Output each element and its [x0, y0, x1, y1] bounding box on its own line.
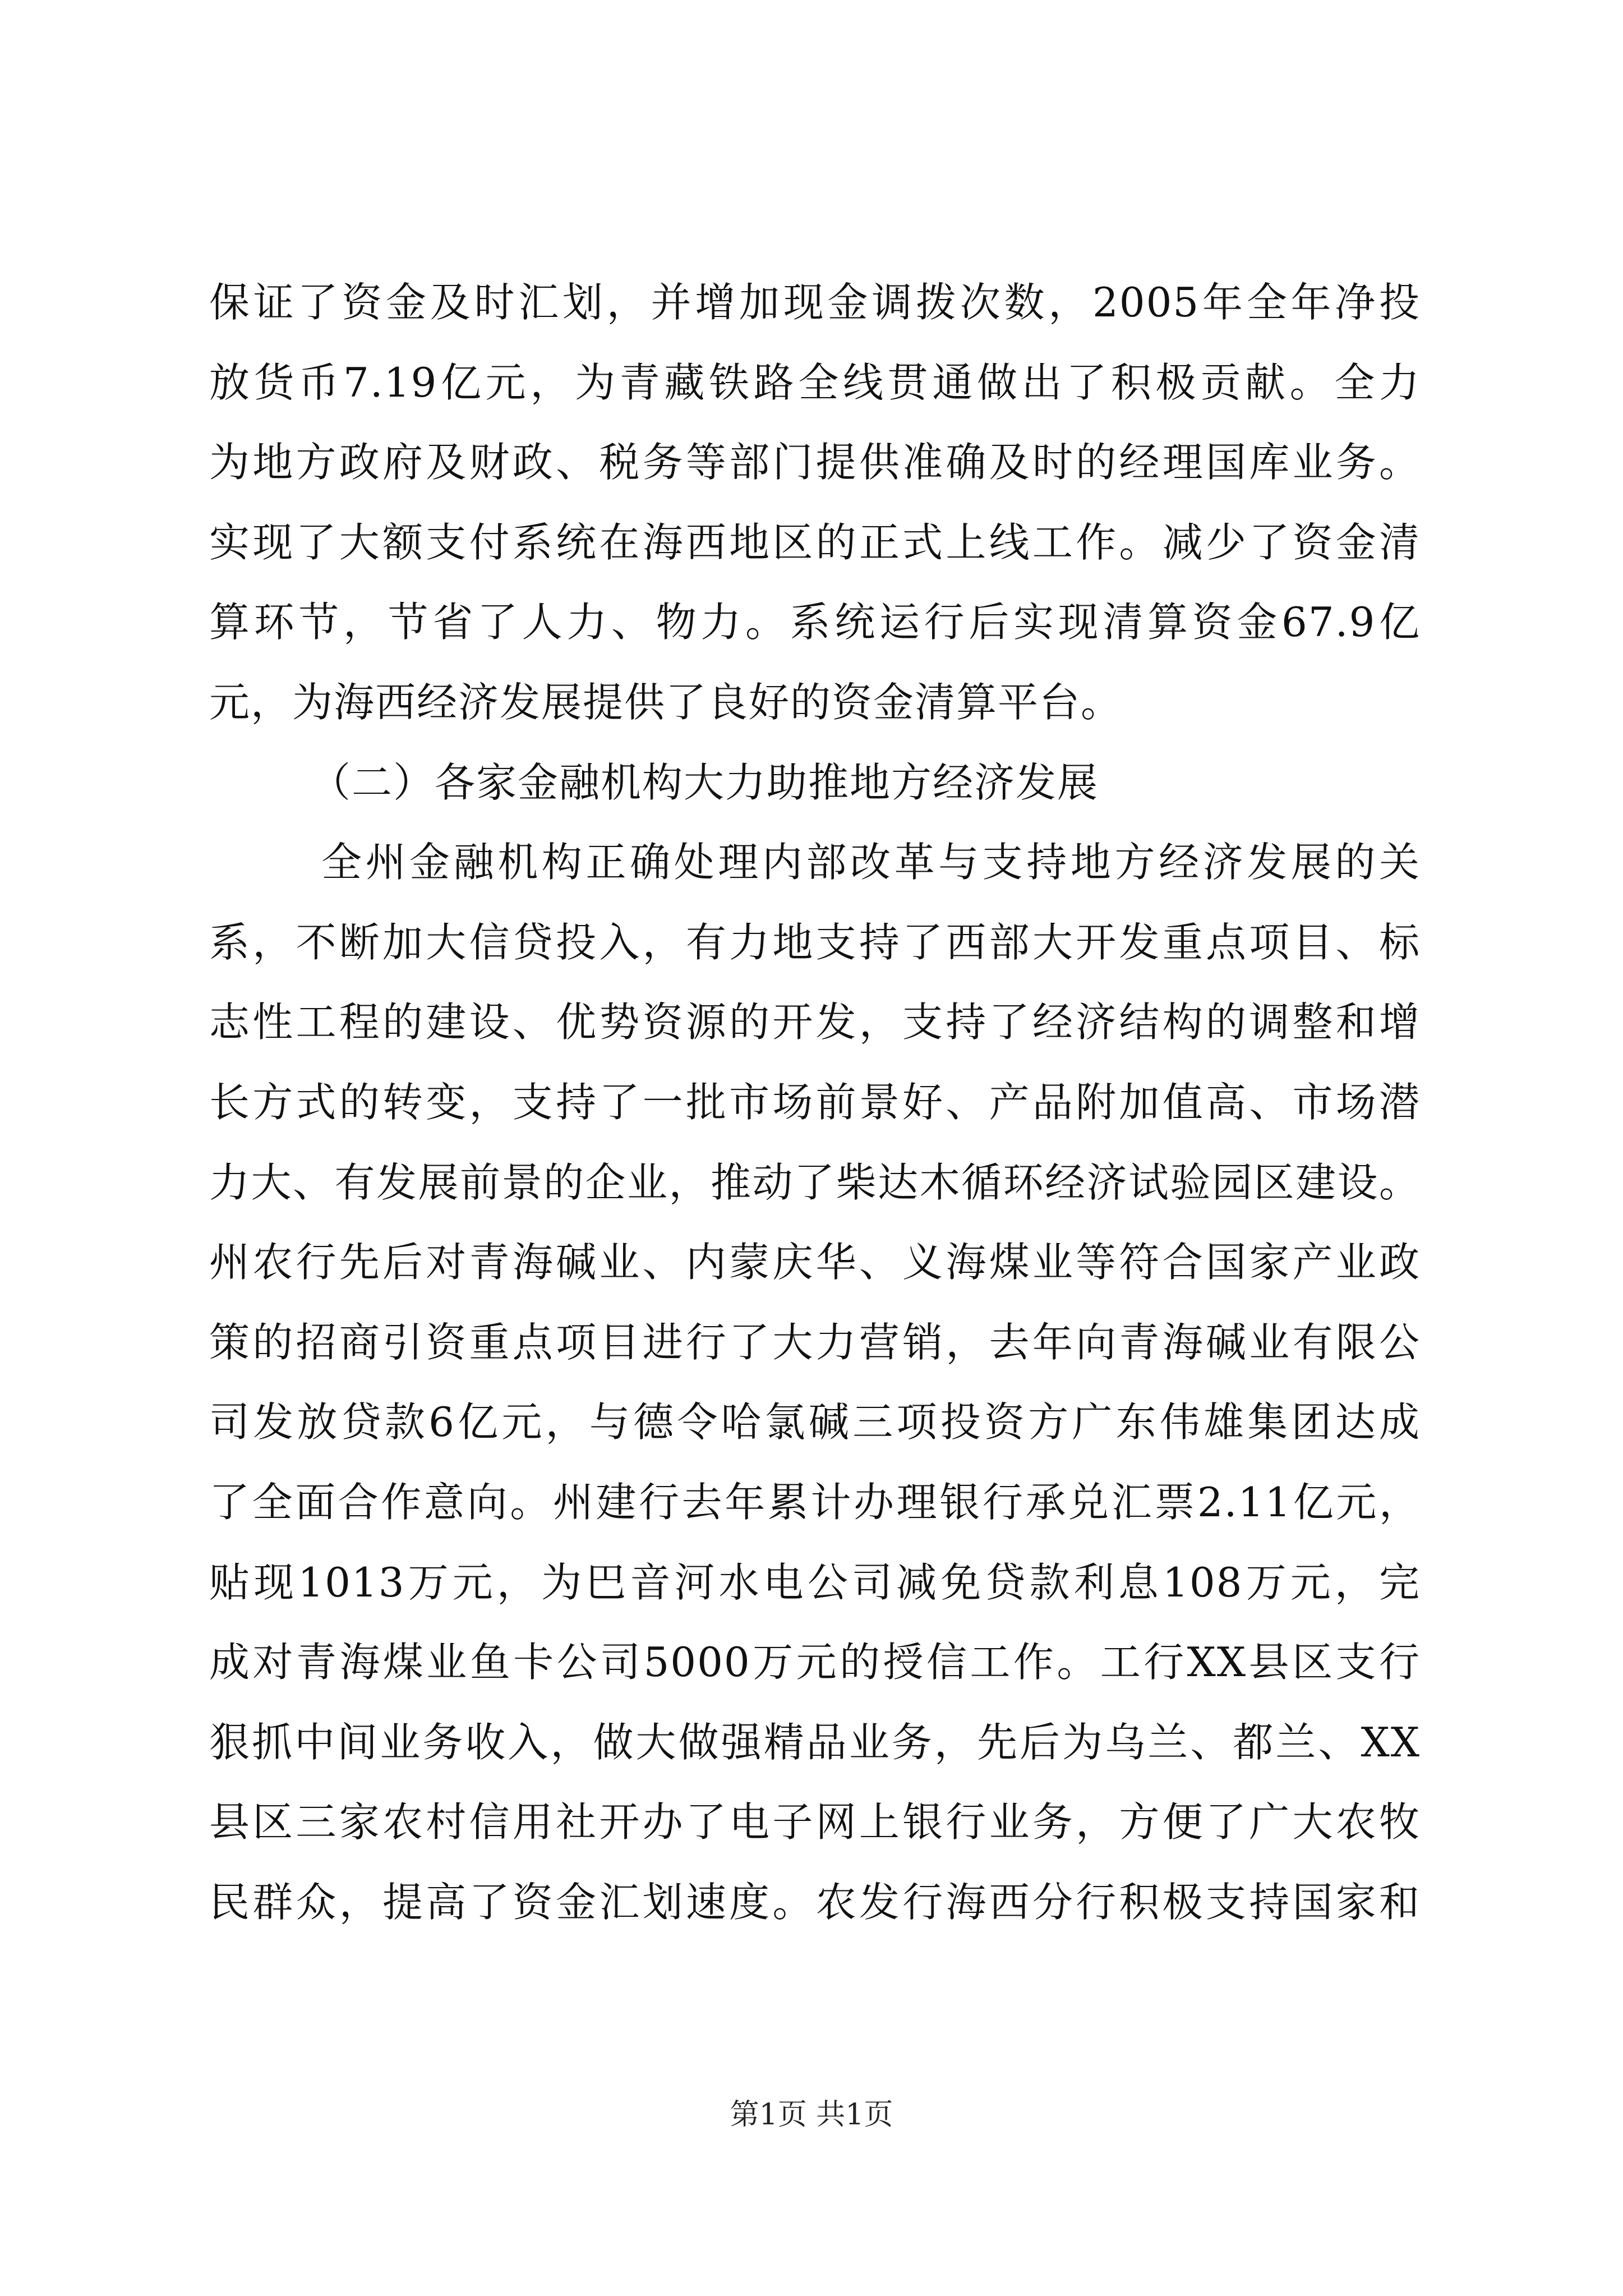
text-line: 志性工程的建设、优势资源的开发，支持了经济结构的调整和增: [209, 999, 1421, 1046]
text-line: 放货币7.19亿元，为青藏铁路全线贯通做出了积极贡献。全力: [209, 358, 1421, 406]
text-line: 力大、有发展前景的企业，推动了柴达木循环经济试验园区建设。: [209, 1158, 1421, 1206]
text-line: 实现了大额支付系统在海西地区的正式上线工作。减少了资金清: [209, 518, 1421, 566]
text-line: 系，不断加大信贷投入，有力地支持了西部大开发重点项目、标: [209, 918, 1421, 966]
text-line: 算环节，节省了人力、物力。系统运行后实现清算资金67.9亿: [209, 599, 1421, 646]
page-number-label: 第1页 共1页: [730, 2098, 893, 2132]
text-line: 了全面合作意向。州建行去年累计办理银行承兑汇票2.11亿元，: [209, 1478, 1421, 1526]
text-line: 长方式的转变，支持了一批市场前景好、产品附加值高、市场潜: [209, 1078, 1421, 1126]
text-line: 成对青海煤业鱼卡公司5000万元的授信工作。工行XX县区支行: [209, 1639, 1421, 1686]
text-line: 元，为海西经济发展提供了良好的资金清算平台。: [209, 678, 1123, 726]
body-text: [209, 263, 1421, 1942]
text-line: 州农行先后对青海碱业、内蒙庆华、义海煤业等符合国家产业政: [209, 1239, 1421, 1286]
text-line: 司发放贷款6亿元，与德令哈氯碱三项投资方广东伟雄集团达成: [209, 1398, 1421, 1446]
text-line: 全州金融机构正确处理内部改革与支持地方经济发展的关: [321, 839, 1421, 886]
section-heading: （二）各家金融机构大力助推地方经济发展: [310, 758, 1099, 806]
page-footer: [0, 2095, 1623, 2134]
text-line: 为地方政府及财政、税务等部门提供准确及时的经理国库业务。: [209, 439, 1421, 486]
text-line: 县区三家农村信用社开办了电子网上银行业务，方便了广大农牧: [209, 1798, 1421, 1846]
text-line: 贴现1013万元，为巴音河水电公司减免贷款利息108万元，完: [209, 1558, 1421, 1606]
text-line: 民群众，提高了资金汇划速度。农发行海西分行积极支持国家和: [209, 1878, 1421, 1926]
text-line: 保证了资金及时汇划，并增加现金调拨次数，2005年全年净投: [209, 279, 1421, 326]
text-line: 狠抓中间业务收入，做大做强精品业务，先后为乌兰、都兰、XX: [209, 1718, 1421, 1766]
text-line: 策的招商引资重点项目进行了大力营销，去年向青海碱业有限公: [209, 1318, 1421, 1366]
